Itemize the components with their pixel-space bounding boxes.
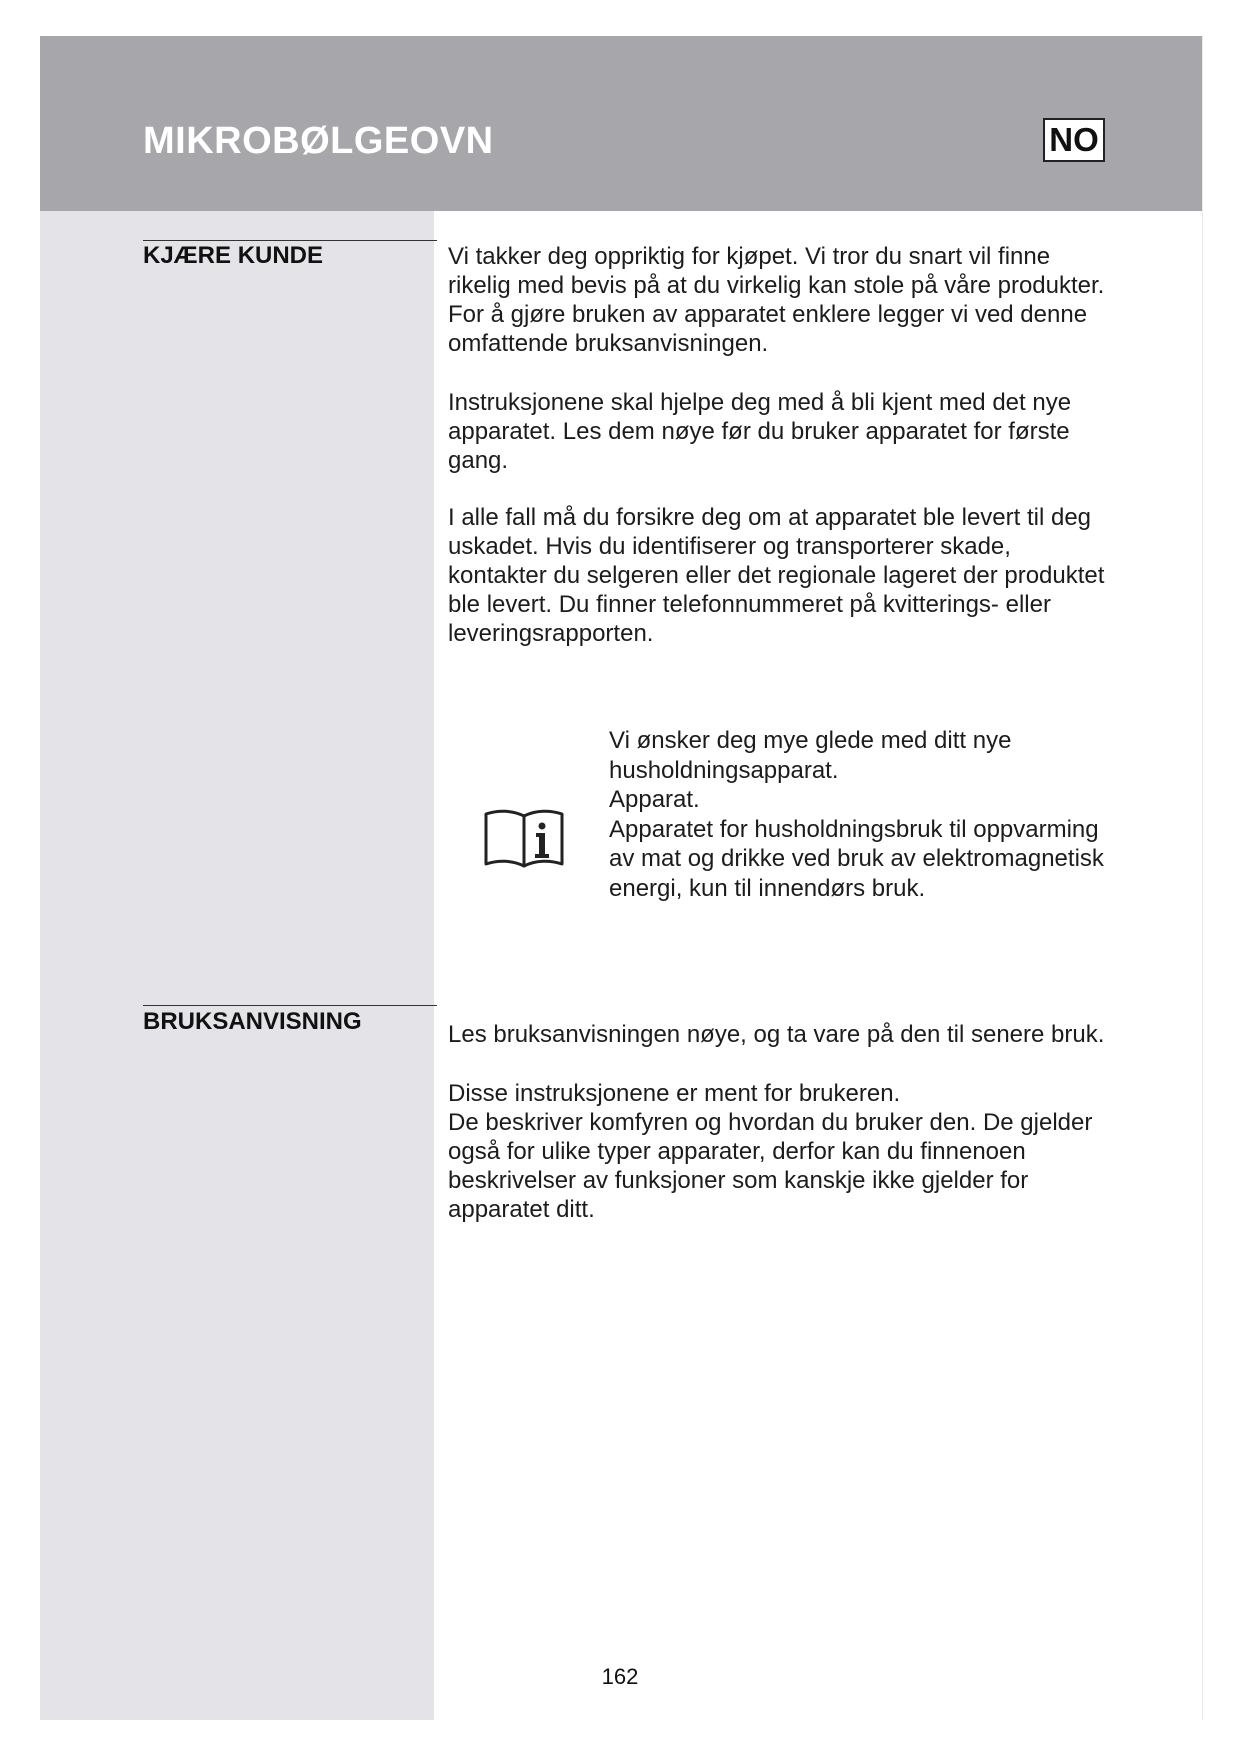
user-manual-body: [448, 1020, 1108, 1224]
section-divider: [143, 1005, 437, 1006]
info-line: Apparat.: [609, 786, 700, 813]
section-divider: [143, 240, 437, 241]
manual-info-icon: [482, 806, 566, 870]
info-note: [609, 726, 1109, 903]
paragraph: Vi takker deg oppriktig for kjøpet. Vi tror du snart vil finne rikelig med bevis på at du virkelig kan stole på våre produkter. For å gjøre bruken av apparatet enklere legger vi ved denne omfattende bruksanvisningen.: [448, 243, 1105, 357]
document-title: MIKROBØLGEOVN: [143, 120, 494, 162]
paragraph: Les bruksanvisningen nøye, og ta vare på den til senere bruk.: [448, 1021, 1105, 1048]
paragraph: Instruksjonene skal hjelpe deg med å bli kjent med det nye apparatet. Les dem nøye før du bruker apparatet for første gang.: [448, 389, 1072, 474]
info-line: Vi ønsker deg mye glede med ditt nye husholdningsapparat.: [609, 727, 1012, 784]
page-number: 162: [601, 1664, 639, 1689]
paragraph: Disse instruksjonene er ment for brukeren.: [448, 1080, 901, 1107]
side-column: [40, 211, 434, 1720]
section-heading-dear-customer: KJÆRE KUNDE: [143, 242, 324, 269]
paragraph: I alle fall må du forsikre deg om at apparatet ble levert til deg uskadet. Hvis du identifiserer og transporterer skade, kontakter du selgeren eller det regionale lageret der produktet ble levert. Du finner telefonnummeret på kvitterings- eller leveringsrapporten.: [448, 504, 1105, 647]
language-badge: NO: [1043, 118, 1105, 162]
paragraph: De beskriver komfyren og hvordan du bruker den. De gjelder også for ulike typer apparater, derfor kan du finnenoen beskrivelser av funksjoner som kanskje ikke gjelder for apparatet ditt.: [448, 1109, 1093, 1223]
dear-customer-body: [448, 242, 1108, 648]
section-heading-user-manual: BRUKSANVISNING: [143, 1008, 362, 1035]
info-line: Apparatet for husholdningsbruk til oppvarming av mat og drikke ved bruk av elektromagnetisk energi, kun til innendørs bruk.: [609, 815, 1104, 902]
